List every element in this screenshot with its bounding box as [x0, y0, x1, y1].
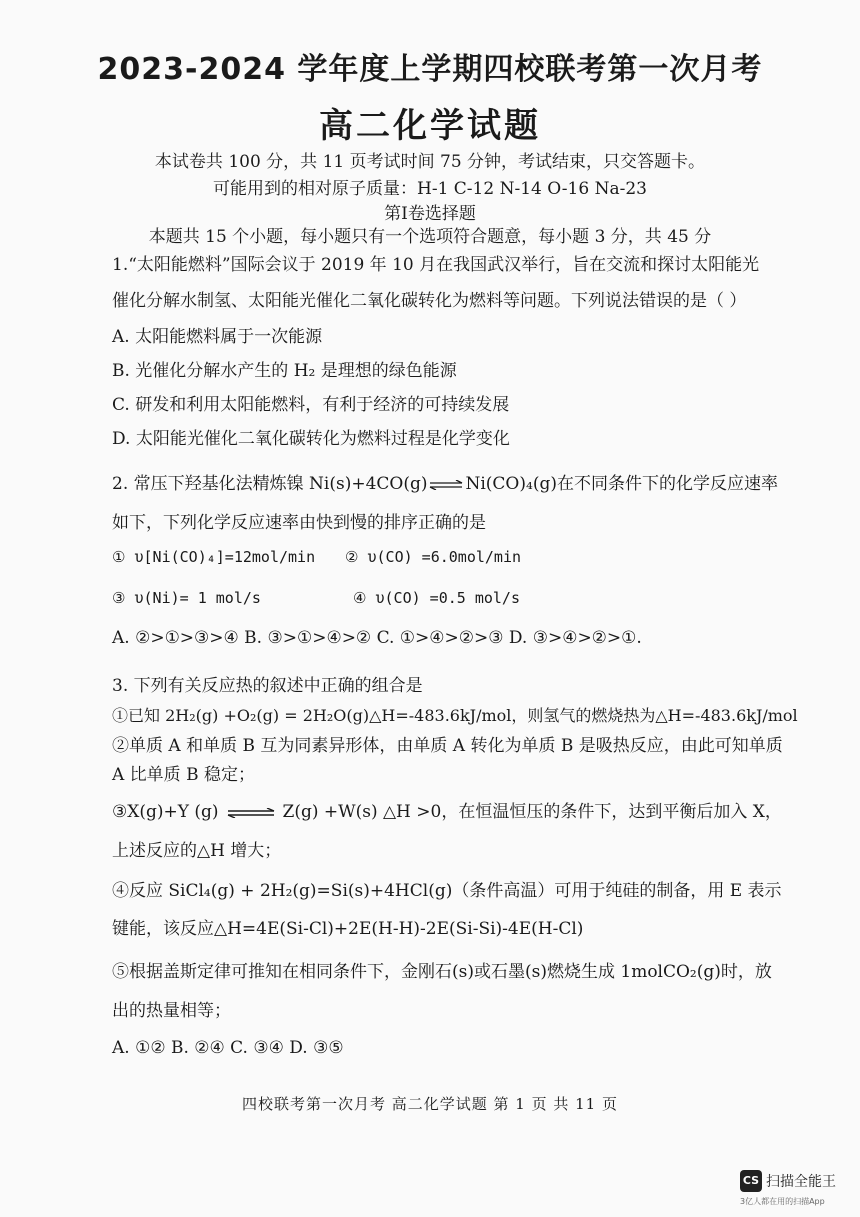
q1-option-b: B. 光催化分解水产生的 H₂ 是理想的绿色能源 — [112, 361, 457, 381]
q1-option-c: C. 研发和利用太阳能燃料，有利于经济的可持续发展 — [112, 395, 510, 415]
q3-statement-5-line2: 出的热量相等； — [112, 1001, 231, 1021]
q2-stem-line1 — [112, 469, 778, 494]
q2-options: A. ②>①>③>④ B. ③>①>④>② C. ①>④>②>③ D. ③>④>②>①. — [112, 628, 642, 648]
q3-statement-2-line1: ②单质 A 和单质 B 互为同素异形体，由单质 A 转化为单质 B 是吸热反应，由此可知单质 — [112, 736, 783, 756]
equilibrium-arrow-icon — [227, 808, 275, 818]
q1-option-a: A. 太阳能燃料属于一次能源 — [112, 327, 323, 347]
q3-stem: 3. 下列有关反应热的叙述中正确的组合是 — [112, 676, 423, 696]
q1-stem-line2: 催化分解水制氢、太阳能光催化二氧化碳转化为燃料等问题。下列说法错误的是（ ） — [112, 291, 747, 311]
q2-rate-1: ① υ[Ni(CO)₄]=12mol/min — [112, 548, 316, 566]
exam-info-line2: 可能用到的相对原子质量：H-1 C-12 N-14 O-16 Na-23 — [213, 179, 647, 199]
camscanner-logo-icon: CS — [740, 1170, 762, 1192]
q2-stem-part2: Ni(CO)₄(g)在不同条件下的化学反应速率 — [465, 474, 778, 494]
q3-statement-2-line2: A 比单质 B 稳定； — [112, 765, 255, 785]
q2-stem-line2: 如下，下列化学反应速率由快到慢的排序正确的是 — [112, 513, 486, 533]
watermark-app-name: 扫描全能王 — [766, 1174, 836, 1190]
exam-subtitle: 高二化学试题 — [319, 106, 541, 146]
exam-title: 2023-2024 学年度上学期四校联考第一次月考 — [97, 52, 763, 87]
q3-statement-4-line2: 键能，该反应△H=4E(Si-Cl)+2E(H-H)-2E(Si-Si)-4E(H-Cl) — [112, 919, 584, 939]
q3-statement-3-line2: 上述反应的△H 增大； — [112, 841, 282, 861]
q2-stem-part1: 2. 常压下羟基化法精炼镍 Ni(s)+4CO(g) — [112, 474, 428, 494]
q2-rate-3: ③ υ(Ni)= 1 mol/s — [112, 589, 261, 607]
exam-info-line1: 本试卷共 100 分，共 11 页考试时间 75 分钟，考试结束，只交答题卡。 — [154, 152, 706, 172]
q3-statement-5-line1: ⑤根据盖斯定律可推知在相同条件下，金刚石(s)或石墨(s)燃烧生成 1molCO₂(g)时，放 — [112, 962, 772, 982]
q3-options: A. ①② B. ②④ C. ③④ D. ③⑤ — [112, 1038, 344, 1058]
q3-statement-3-products: Z(g) +W(s) △H >0，在恒温恒压的条件下，达到平衡后加入 X， — [282, 802, 782, 822]
section-instructions: 本题共 15 个小题，每小题只有一个选项符合题意，每小题 3 分，共 45 分 — [148, 227, 712, 247]
section-heading: 第Ⅰ卷选择题 — [384, 204, 476, 224]
q3-statement-4-line1: ④反应 SiCl₄(g) + 2H₂(g)=Si(s)+4HCl(g)（条件高温）可用于纯硅的制备，用 E 表示 — [112, 881, 782, 901]
q3-statement-3-reactants: ③X(g)+Y (g) — [112, 802, 219, 822]
equilibrium-arrow-icon — [429, 480, 463, 490]
q3-statement-1: ①已知 2H₂(g) +O₂(g) = 2H₂O(g)△H=-483.6kJ/mol，则氢气的燃烧热为△H=-483.6kJ/mol — [112, 706, 798, 725]
q2-rate-2: ② υ(CO) =6.0mol/min — [345, 548, 522, 566]
page-footer: 四校联考第一次月考 高二化学试题 第 1 页 共 11 页 — [241, 1095, 618, 1113]
q3-statement-3-line1 — [112, 797, 782, 822]
watermark-tagline: 3亿人都在用的扫描App — [740, 1197, 825, 1206]
q1-option-d: D. 太阳能光催化二氧化碳转化为燃料过程是化学变化 — [112, 429, 510, 449]
q1-stem-line1: 1.“太阳能燃料”国际会议于 2019 年 10 月在我国武汉举行，旨在交流和探讨太阳能光 — [112, 255, 760, 275]
q2-rate-4: ④ υ(CO) =0.5 mol/s — [353, 589, 520, 607]
scanner-watermark — [740, 1170, 850, 1210]
